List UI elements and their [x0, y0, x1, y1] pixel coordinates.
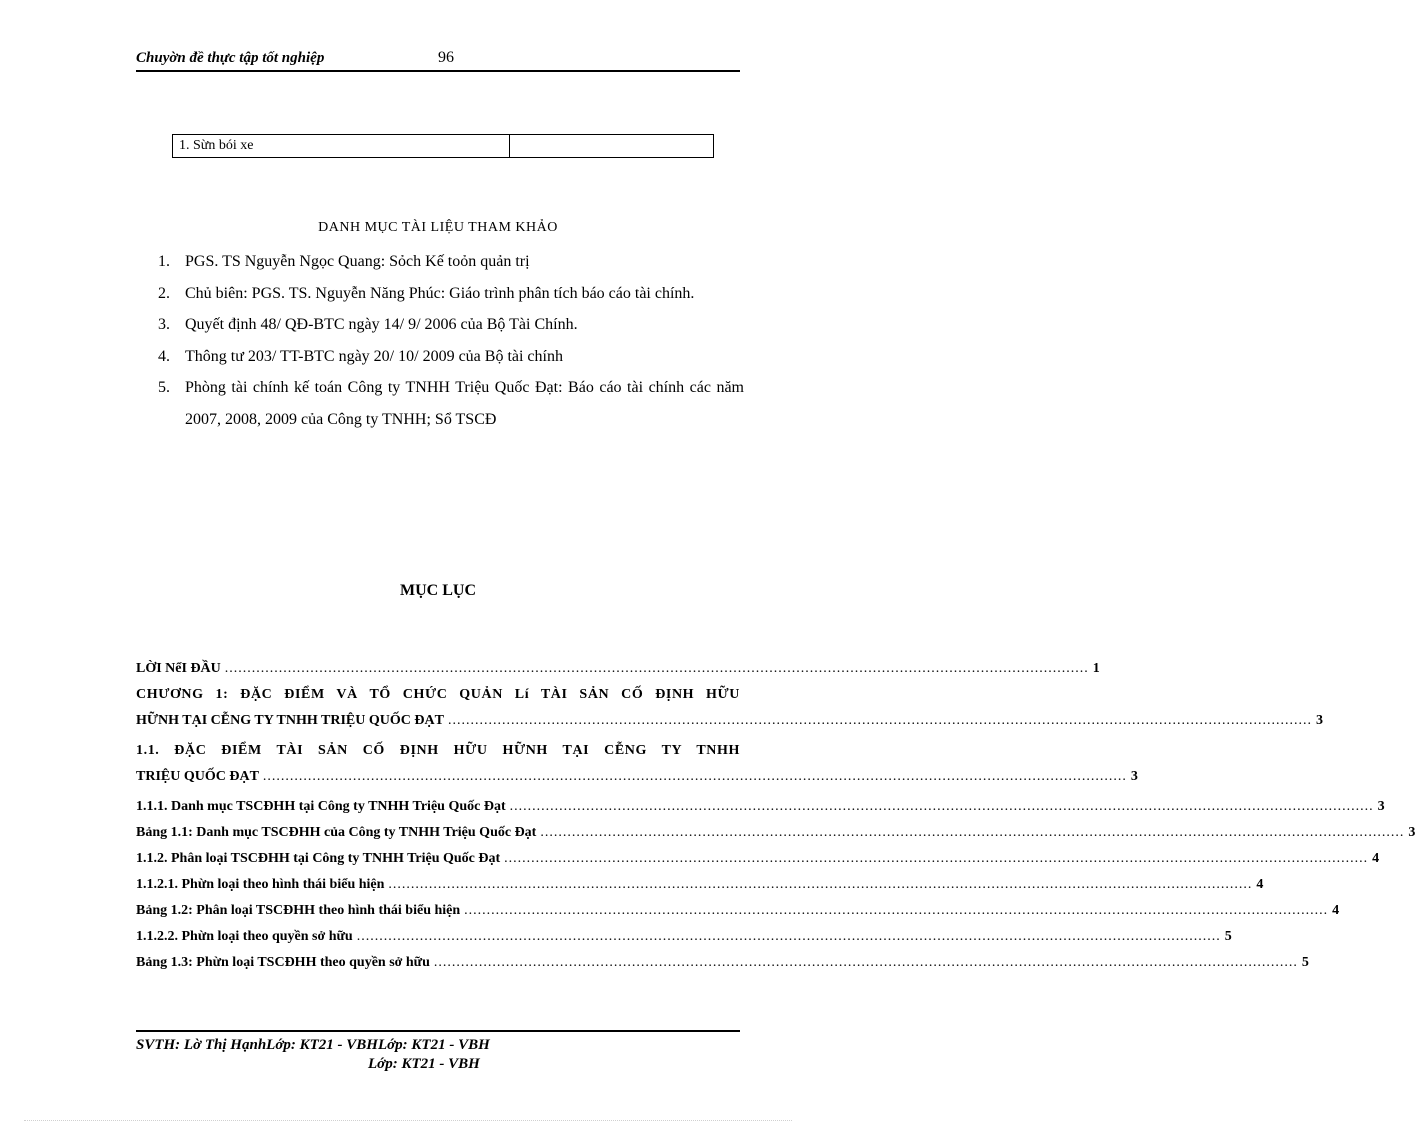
toc-entry-label: Bảng 1.2: Phân loại TSCĐHH theo hình thái biểu hiện [136, 903, 461, 918]
toc-leader-dots: ................................................................................................................................................................................................ [540, 825, 1405, 840]
toc-entry[interactable] [136, 794, 1385, 820]
table-row [173, 135, 714, 158]
toc-entry-label: Bảng 1.1: Danh mục TSCĐHH của Công ty TNHH Triệu Quốc Đạt [136, 825, 537, 840]
toc-entry-label: 1.1.2. Phân loại TSCĐHH tại Công ty TNHH Triệu Quốc Đạt [136, 851, 501, 866]
table-cell [510, 135, 714, 158]
toc-entry-page: 4 [1372, 851, 1380, 866]
reference-number: 5. [158, 379, 170, 396]
toc-entry[interactable] [136, 950, 1309, 976]
toc-entry[interactable] [136, 738, 1138, 790]
toc-entry-page: 5 [1301, 955, 1309, 970]
top-table [172, 134, 714, 158]
toc-entry-page: 1 [1092, 661, 1100, 676]
toc-entry-page: 4 [1332, 903, 1340, 918]
reference-number: 4. [158, 347, 170, 365]
reference-text: Chủ biên: PGS. TS. Nguyễn Năng Phúc: Giáo trình phân tích báo cáo tài chính. [185, 284, 695, 302]
toc-leader-dots: ................................................................................................................................................................................................ [504, 851, 1369, 866]
toc-leader-dots: ................................................................................................................................................................................................ [447, 713, 1312, 728]
references-title: DANH MỤC TÀI LIỆU THAM KHẢO [318, 220, 558, 235]
footer-class-info: Lớp: KT21 - VBH [368, 1056, 480, 1072]
toc-entry[interactable] [136, 682, 1323, 734]
toc-entry-label: HỮNH TẠI CỄNG TY TNHH TRIỆU QUỐC ĐẠT [136, 713, 444, 728]
reference-item [158, 246, 744, 278]
reference-item [158, 372, 744, 435]
toc-entry-page: 3 [1377, 799, 1385, 814]
reference-item [158, 278, 744, 310]
toc-entry-page: 3 [1130, 769, 1138, 784]
page-bottom-border [24, 1120, 792, 1121]
page-number: 96 [438, 49, 454, 66]
toc-entry-page: 4 [1256, 877, 1264, 892]
toc-entry-label: 1.1.1. Danh mục TSCĐHH tại Công ty TNHH Triệu Quốc Đạt [136, 799, 506, 814]
toc-leader-dots: ................................................................................................................................................................................................ [388, 877, 1253, 892]
table-of-contents [136, 656, 1415, 976]
toc-leader-dots: ................................................................................................................................................................................................ [262, 769, 1127, 784]
references-list [158, 246, 744, 435]
toc-entry-page: 3 [1408, 825, 1415, 840]
toc-entry[interactable] [136, 924, 1232, 950]
toc-entry[interactable] [136, 820, 1415, 846]
toc-leader-dots: ................................................................................................................................................................................................ [509, 799, 1374, 814]
toc-entry[interactable] [136, 656, 1100, 682]
toc-entry[interactable] [136, 872, 1264, 898]
reference-number: 3. [158, 316, 170, 333]
toc-entry[interactable] [136, 846, 1380, 872]
reference-number: 2. [158, 284, 170, 302]
toc-title: MỤC LỤC [400, 582, 476, 599]
toc-leader-dots: ................................................................................................................................................................................................ [464, 903, 1329, 918]
reference-text: Thông tư 203/ TT-BTC ngày 20/ 10/ 2009 của Bộ tài chính [185, 347, 563, 365]
toc-leader-dots: ................................................................................................................................................................................................ [433, 955, 1298, 970]
toc-entry-label: 1.1.2.1. Phừn loại theo hình thái biểu hiện [136, 877, 385, 892]
toc-entry-label-line1: 1.1. ĐẶC ĐIỂM TÀI SẢN CỐ ĐỊNH HỮU HỮNH TẠI CỄNG TY TNHH [136, 743, 740, 758]
toc-entry-page: 3 [1315, 713, 1323, 728]
footer-student-info: SVTH: Lờ Thị HạnhLớp: KT21 - VBHLớp: KT21 - VBH [136, 1037, 490, 1053]
table-cell: 1. Sừn bói xe [173, 135, 510, 158]
reference-item [158, 309, 744, 341]
toc-leader-dots: ................................................................................................................................................................................................ [356, 929, 1221, 944]
toc-entry[interactable] [136, 898, 1340, 924]
reference-text: Phòng tài chính kế toán Công ty TNHH Triệu Quốc Đạt: Báo cáo tài chính các năm 2007, 2008, 2009 của Công ty TNHH; Sổ TSCĐ [185, 379, 744, 428]
reference-text: Quyết định 48/ QĐ-BTC ngày 14/ 9/ 2006 của Bộ Tài Chính. [185, 316, 578, 333]
toc-entry-label: TRIỆU QUỐC ĐẠT [136, 769, 259, 784]
header-title: Chuyờn đề thực tập tốt nghiệp [136, 50, 325, 66]
toc-entry-page: 5 [1224, 929, 1232, 944]
toc-entry-label: 1.1.2.2. Phừn loại theo quyền sở hữu [136, 929, 353, 944]
toc-leader-dots: ................................................................................................................................................................................................ [224, 661, 1089, 676]
footer-divider [136, 1030, 740, 1032]
toc-entry-label-line1: CHƯƠNG 1: ĐẶC ĐIỂM VÀ TỔ CHỨC QUẢN Lí TÀI SẢN CỐ ĐỊNH HỮU [136, 687, 740, 702]
reference-number: 1. [158, 253, 170, 270]
reference-text: PGS. TS Nguyễn Ngọc Quang: Sỏch Kế toỏn quản trị [185, 253, 530, 270]
reference-item [158, 341, 744, 373]
toc-entry-label: Bảng 1.3: Phừn loại TSCĐHH theo quyền sở hữu [136, 955, 430, 970]
page-header [136, 48, 740, 72]
toc-entry-label: LỜI NểI ĐẦU [136, 661, 221, 676]
